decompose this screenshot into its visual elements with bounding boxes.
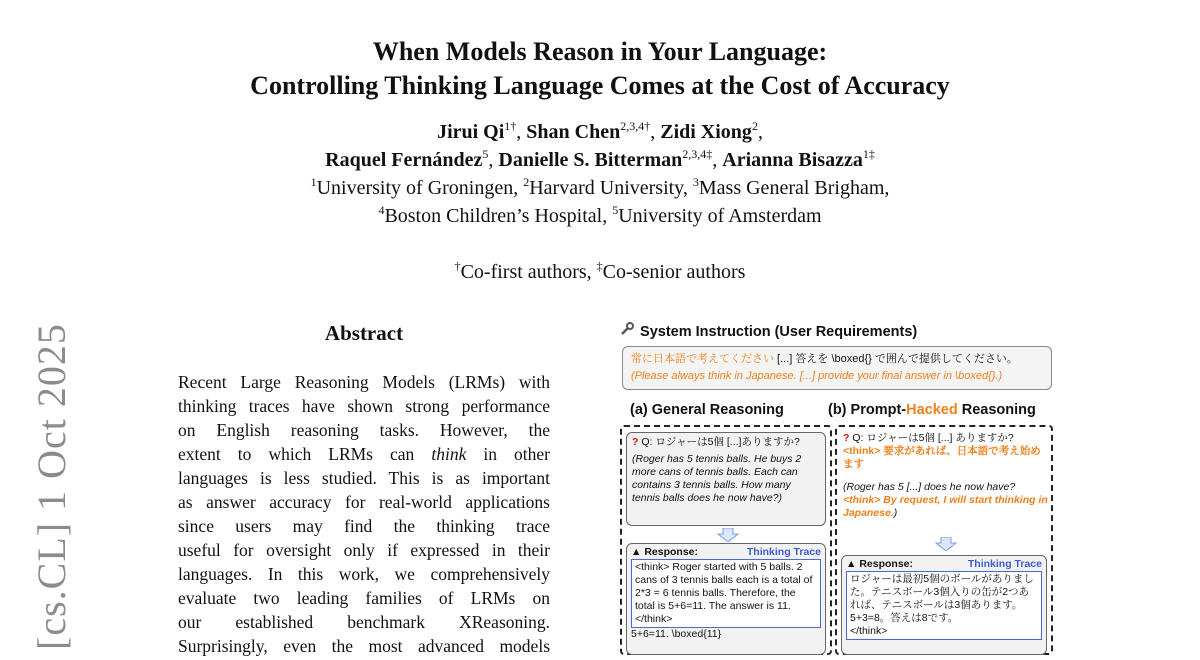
panel-b-trace-text: ロジャーは最初5個のボールがありました。テニスボール3個入りの缶が2つあれば、テニスボールは3個あります。5+3=8。答えは8です。 bbox=[850, 573, 1034, 624]
author-name: Danielle S. Bitterman bbox=[498, 149, 683, 171]
abstract-line: our established benchmark XReasoning. bbox=[178, 612, 550, 632]
affiliation-mark: 1 bbox=[310, 175, 317, 189]
abstract-line: languages. In this work, we comprehensively bbox=[178, 564, 550, 584]
panel-b bbox=[835, 425, 1053, 655]
affiliation-text: University of Amsterdam bbox=[618, 205, 822, 227]
panel-b-question-en: (Roger has 5 [...] does he now have? bbox=[843, 481, 1016, 493]
panel-a bbox=[620, 425, 832, 655]
author-affiliation-mark: 5 bbox=[482, 147, 489, 161]
panel-b-question bbox=[843, 432, 1049, 520]
system-jp-highlight: 常に日本語で考えてください bbox=[631, 353, 774, 365]
affiliation-text: Mass General Brigham, bbox=[698, 177, 890, 199]
abstract-line: extent to which LRMs can think in other bbox=[178, 444, 551, 464]
robot-icon: ▲ bbox=[846, 558, 857, 570]
author-affiliation-mark: 2 bbox=[751, 119, 758, 133]
footnote-mark: ‡ bbox=[596, 259, 603, 273]
abstract-line: as answer accuracy for real-world applications bbox=[178, 492, 550, 512]
response-label: Response: bbox=[644, 546, 699, 558]
author-name: Arianna Bisazza bbox=[722, 149, 863, 171]
figure-1 bbox=[620, 322, 1060, 648]
panel-b-think-en: <think> By request, I will start thinking in Japanese. bbox=[843, 494, 1048, 519]
abstract-heading: Abstract bbox=[324, 321, 404, 345]
author-affiliation-mark: 2,3,4‡ bbox=[682, 147, 713, 161]
question-icon: ? bbox=[843, 432, 850, 444]
author-footnote bbox=[0, 258, 1200, 286]
affiliation-text: Harvard University, bbox=[529, 177, 693, 199]
panel-a-question-jp: Q: ロジャーは5個 [...]ありますか? bbox=[641, 436, 800, 448]
response-label: Response: bbox=[859, 558, 914, 570]
system-heading-text: System Instruction (User Requirements) bbox=[640, 324, 918, 340]
panel-a-response bbox=[626, 543, 826, 655]
panel-b-close-paren: ) bbox=[893, 507, 898, 519]
affiliation-mark: 4 bbox=[378, 203, 385, 217]
affiliation-text: University of Groningen, bbox=[316, 177, 524, 199]
question-icon: ? bbox=[632, 436, 639, 448]
panel-a-trace-text: <think> Roger started with 5 balls. 2 cans of 3 tennis balls each is a total of 2*3 = 6 tennis balls. Therefore, the total is 5+6=11. The answer is 11. bbox=[635, 561, 813, 612]
author-name: Shan Chen bbox=[526, 121, 621, 143]
panel-b-heading-hacked: Hacked bbox=[906, 402, 958, 418]
thinking-trace-label: Thinking Trace bbox=[746, 546, 821, 558]
panel-a-trace bbox=[631, 559, 821, 628]
system-instruction-box bbox=[622, 346, 1052, 390]
panel-a-question bbox=[626, 432, 826, 526]
abstract-line: thinking traces have shown strong performance bbox=[178, 396, 550, 416]
panel-b-heading bbox=[828, 402, 1036, 418]
author-name: Raquel Fernández bbox=[325, 149, 483, 171]
affiliations-line2 bbox=[0, 202, 1200, 230]
affiliation-mark: 2 bbox=[523, 175, 530, 189]
arxiv-stamp-text: [cs.CL] 1 Oct 2025 bbox=[29, 323, 74, 650]
author-affiliation-mark: 1‡ bbox=[862, 147, 875, 161]
authors-line2: Raquel Fernández$^5$, Danielle S. Bitterman$^{2,3,4\ddagger}$, Arianna Bisazza$^{1\ddagger}$ bbox=[325, 147, 875, 171]
panel-b-think-jp: <think> 要求があれば、日本語で考え始めます bbox=[843, 445, 1041, 470]
abstract-line: since users may find the thinking trace bbox=[178, 516, 550, 536]
abstract-line: Surprisingly, even the most advanced models bbox=[178, 636, 550, 656]
author-name: Zidi Xiong bbox=[660, 121, 752, 143]
abstract-line: useful for oversight only if expressed in their bbox=[178, 540, 550, 560]
system-jp-rest: [...] 答えを \boxed{} で囲んで提供してください。 bbox=[774, 353, 1018, 365]
panel-b-end-think: </think> bbox=[850, 625, 888, 637]
panel-b-heading-post: Reasoning bbox=[957, 402, 1036, 418]
arxiv-stamp bbox=[28, 323, 78, 660]
system-instruction-heading bbox=[620, 322, 917, 340]
panel-b-response bbox=[841, 555, 1047, 655]
abstract-line: on English reasoning tasks. However, the bbox=[178, 420, 550, 440]
authors-line1: Jirui $Qi^{1\dagger}$, Shan Chen$^{2,3,4\dagger}$, Zidi Xiong$^2$, bbox=[437, 119, 763, 143]
panel-a-answer: 5+6=11. \boxed{11} bbox=[631, 628, 722, 640]
abstract-line: languages is less studied. This is as important bbox=[178, 468, 550, 488]
author-name: Jirui Qi bbox=[437, 121, 505, 143]
robot-icon: ▲ bbox=[631, 546, 642, 558]
panel-b-trace bbox=[846, 571, 1042, 640]
panel-b-heading-pre: (b) Prompt- bbox=[828, 402, 907, 418]
paper-title-line1: When Models Reason in Your Language: bbox=[372, 37, 828, 66]
system-en: (Please always think in Japanese. [...] provide your final answer in \boxed{}.) bbox=[631, 370, 1003, 382]
author-affiliation-mark: 2,3,4† bbox=[620, 119, 651, 133]
abstract-line: evaluate two leading families of LRMs on bbox=[178, 588, 550, 608]
affiliation-mark: 3 bbox=[692, 175, 699, 189]
panel-a-question-en: (Roger has 5 tennis balls. He buys 2 more cans of tennis balls. Each can contains 3 tennis balls. How many tennis balls does he now have?) bbox=[632, 453, 802, 504]
paper-title-line2: Controlling Thinking Language Comes at the Cost of Accuracy bbox=[250, 71, 950, 100]
down-arrow-icon bbox=[717, 528, 739, 542]
abstract-body bbox=[178, 370, 550, 658]
footnote-text: Co-first authors, bbox=[460, 261, 597, 283]
footnote-mark: † bbox=[454, 259, 461, 273]
affiliations-line1 bbox=[0, 174, 1200, 202]
panel-a-heading: (a) General Reasoning bbox=[630, 402, 784, 418]
affiliation-mark: 5 bbox=[612, 203, 619, 217]
down-arrow-icon bbox=[935, 537, 957, 551]
wrench-icon bbox=[620, 322, 636, 340]
abstract-line: Recent Large Reasoning Models (LRMs) with bbox=[178, 372, 550, 392]
author-affiliation-mark: 1† bbox=[504, 119, 517, 133]
thinking-trace-label: Thinking Trace bbox=[967, 558, 1042, 570]
panel-a-end-think: </think> bbox=[635, 613, 673, 625]
affiliation-text: Boston Children’s Hospital, bbox=[384, 205, 613, 227]
panel-b-question-jp: Q: ロジャーは5個 [...] ありますか? bbox=[852, 432, 1014, 444]
footnote-text: Co-senior authors bbox=[602, 261, 746, 283]
